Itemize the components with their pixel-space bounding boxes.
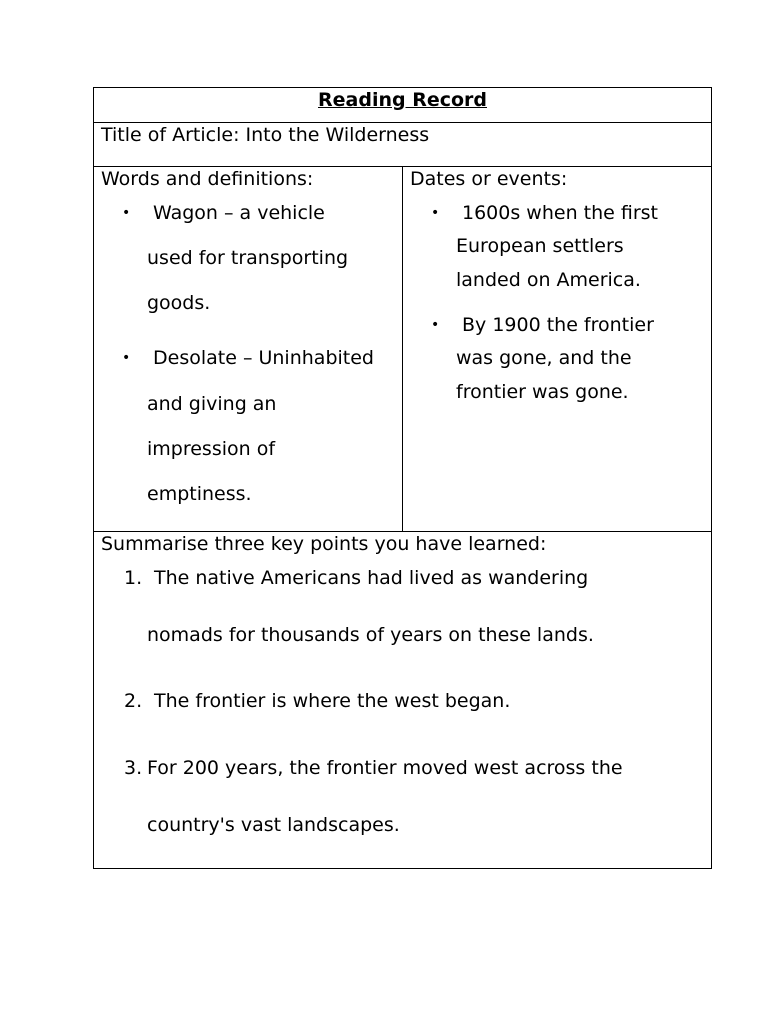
date-2-line-1: By 1900 the frontier xyxy=(462,314,654,336)
word-1-line-3: goods. xyxy=(147,292,211,314)
point-1-number: 1. xyxy=(124,567,143,589)
word-2-line-1: Desolate – Uninhabited xyxy=(153,347,374,369)
bullet-icon: • xyxy=(122,350,131,366)
dates-cell xyxy=(403,167,711,531)
dates-heading: Dates or events: xyxy=(410,168,568,190)
words-cell xyxy=(94,167,403,531)
bullet-icon: • xyxy=(431,205,440,221)
point-1-line-1: The native Americans had lived as wandering xyxy=(154,567,589,589)
point-3-number: 3. xyxy=(124,757,143,779)
date-1-line-3: landed on America. xyxy=(456,269,641,291)
details-row xyxy=(94,167,711,532)
point-2-line-1: The frontier is where the west began. xyxy=(154,690,511,712)
reading-record-table xyxy=(93,87,712,869)
word-2-line-4: emptiness. xyxy=(147,483,252,505)
summary-row xyxy=(94,532,711,868)
article-title: Title of Article: Into the Wilderness xyxy=(101,124,430,146)
point-3-line-2: country's vast landscapes. xyxy=(147,814,400,836)
page-title: Reading Record xyxy=(318,89,487,111)
summary-heading: Summarise three key points you have learned: xyxy=(101,533,547,555)
bullet-icon: • xyxy=(431,317,440,333)
word-2-line-3: impression of xyxy=(147,438,276,460)
point-3-line-1: For 200 years, the frontier moved west across the xyxy=(147,757,623,779)
point-2-number: 2. xyxy=(124,690,143,712)
point-1-line-2: nomads for thousands of years on these lands. xyxy=(147,624,594,646)
date-2-line-3: frontier was gone. xyxy=(456,381,629,403)
words-heading: Words and definitions: xyxy=(101,168,314,190)
date-2-line-2: was gone, and the xyxy=(456,347,632,369)
date-1-line-1: 1600s when the first xyxy=(462,202,658,224)
word-2-line-2: and giving an xyxy=(147,393,277,415)
title-row xyxy=(94,88,711,123)
word-1-line-2: used for transporting xyxy=(147,247,349,269)
date-1-line-2: European settlers xyxy=(456,235,624,257)
article-title-row xyxy=(94,123,711,167)
word-1-line-1: Wagon – a vehicle xyxy=(153,202,325,224)
bullet-icon: • xyxy=(122,205,131,221)
